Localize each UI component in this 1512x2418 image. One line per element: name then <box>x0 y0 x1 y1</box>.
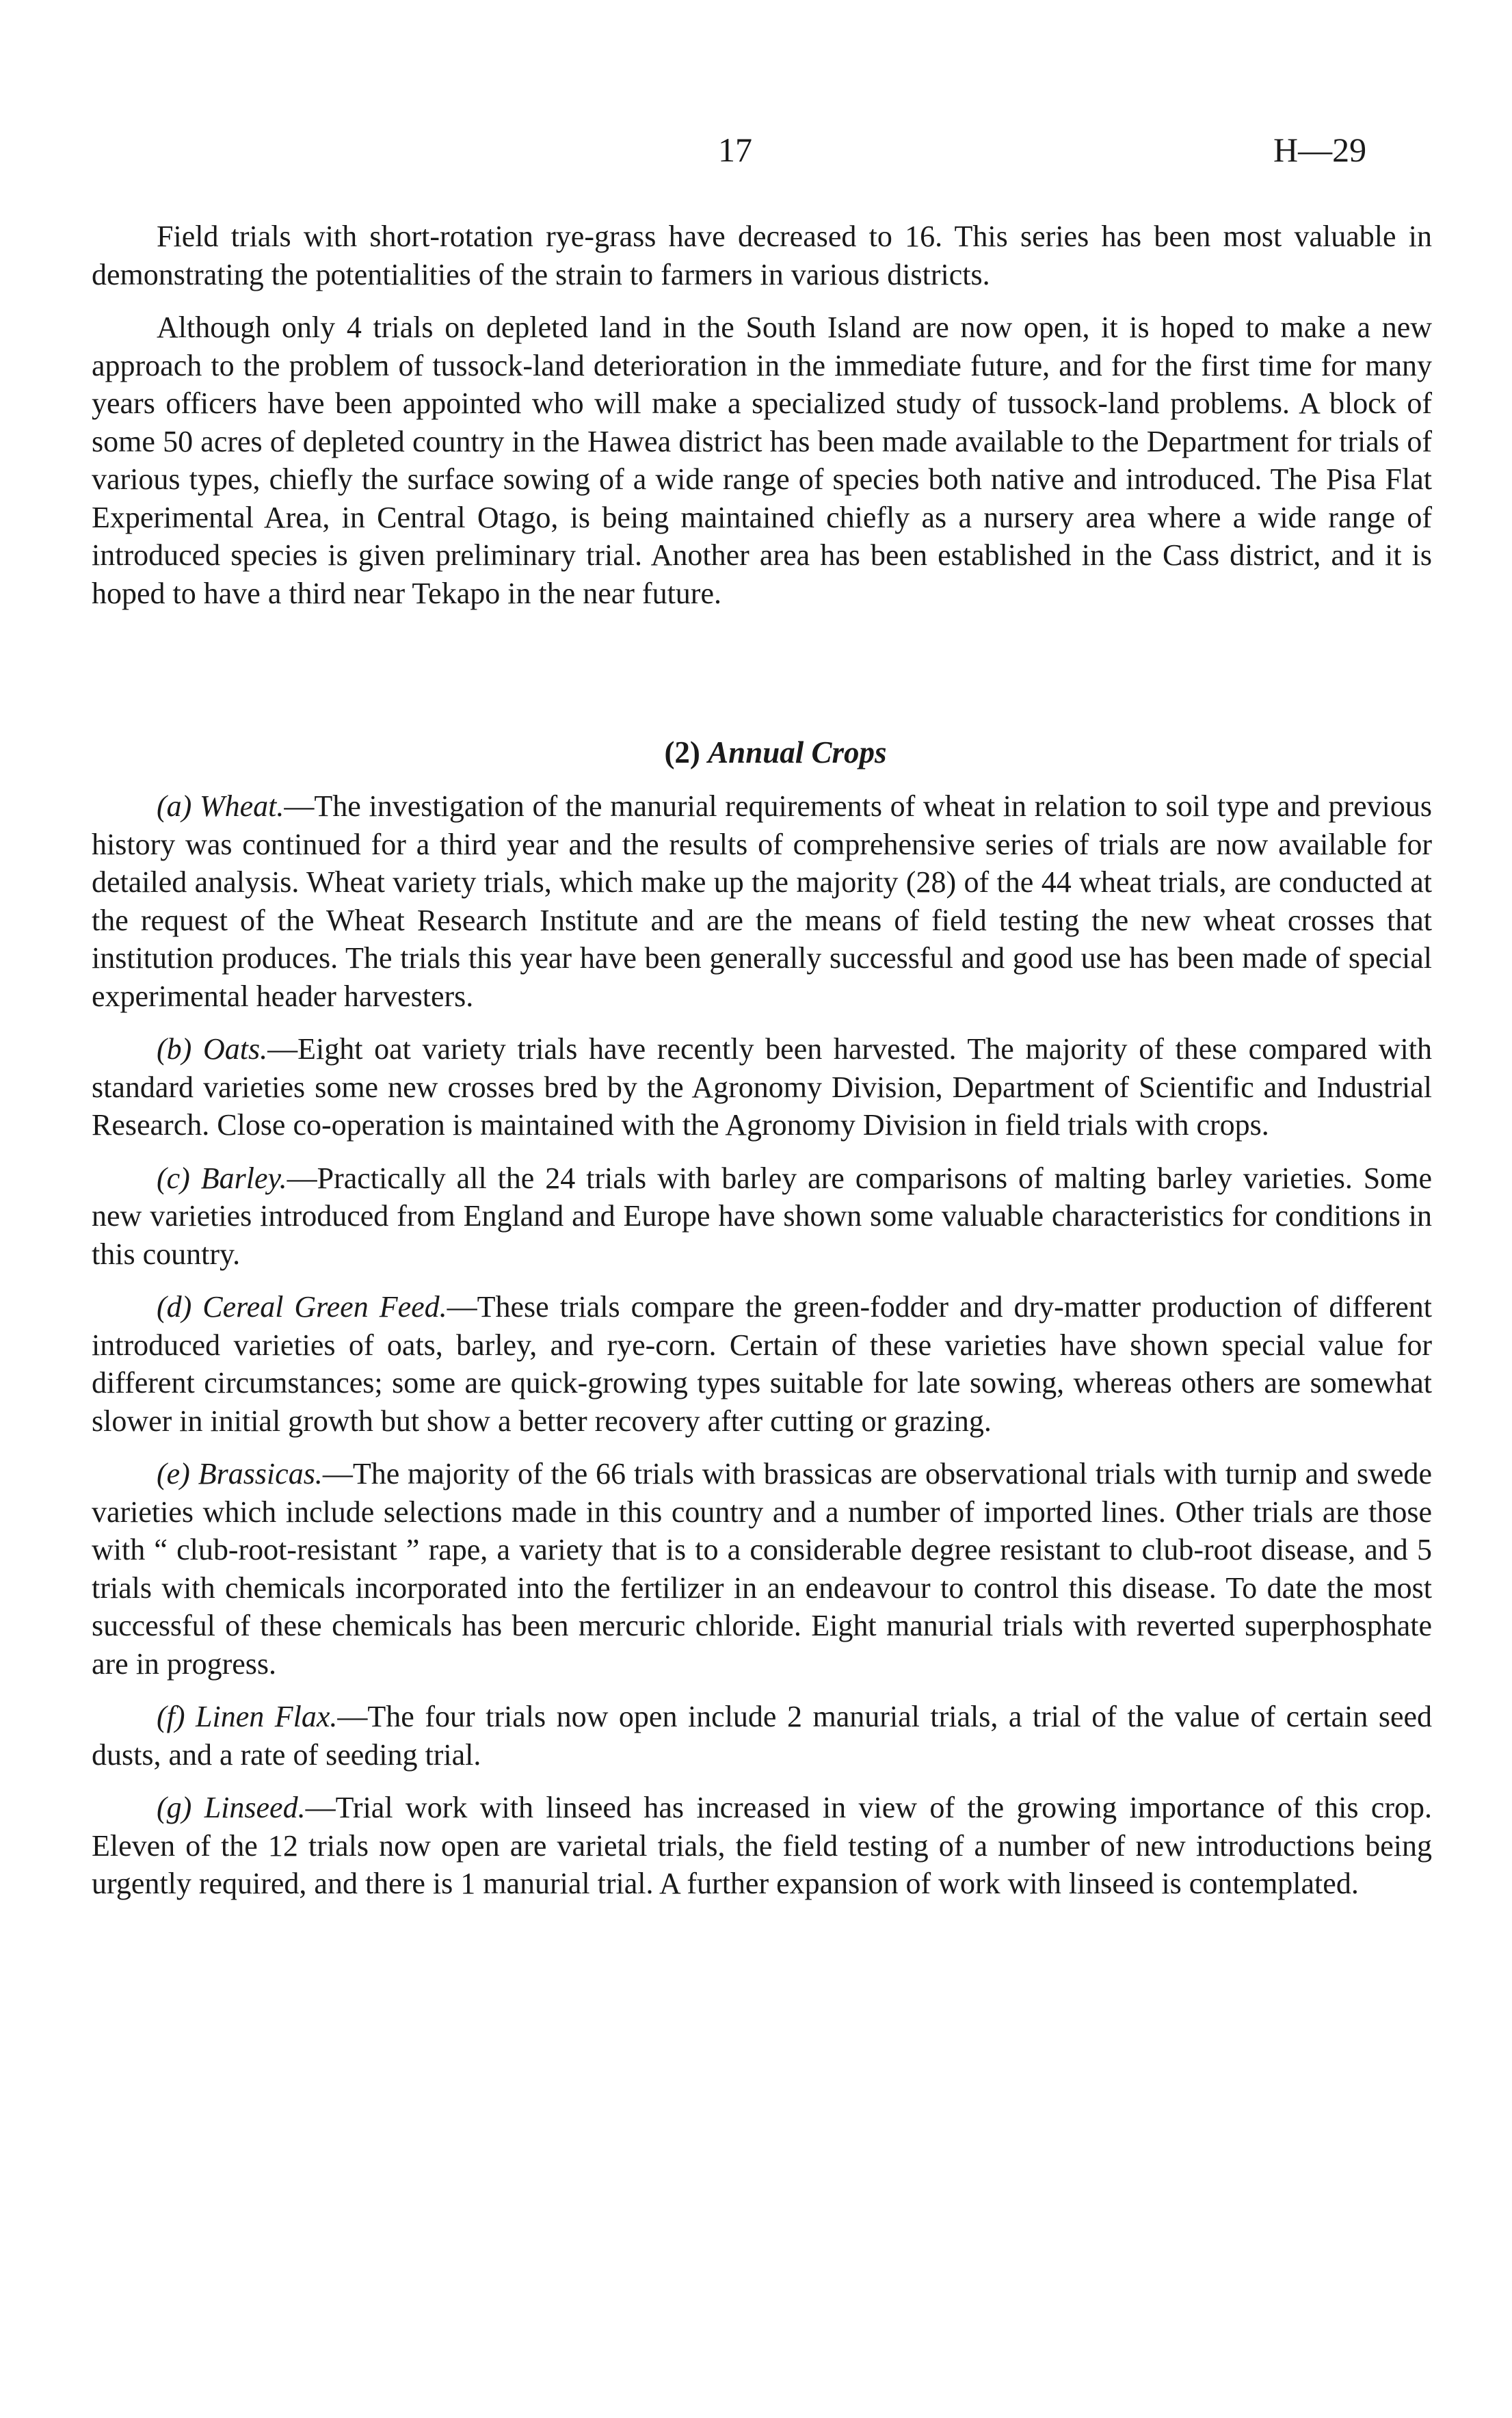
item-label: (g) <box>157 1791 192 1824</box>
item-title: Barley. <box>200 1161 287 1195</box>
document-reference: H—29 <box>1273 131 1367 169</box>
item-title: Linseed. <box>204 1791 306 1824</box>
item-label: (c) <box>157 1161 190 1195</box>
section-title: Annual Crops <box>708 735 887 770</box>
item-wheat <box>92 787 1432 1015</box>
item-barley <box>92 1159 1432 1274</box>
item-text: —Trial work with linseed has increased in view of the growing importance of this crop. Eleven of the 12 trials now open are varietal trials, the field testing of a number of new introductions being urgently required, and there is 1 manurial trial. A further expansion of work with linseed is contemplated. <box>92 1791 1433 1900</box>
item-text: —These trials compare the green-fodder and dry-matter production of different introduced varieties of oats, barley, and rye-corn. Certain of these varieties have shown special value for different circumstances; some are quick-growing types suitable for late sowing, whereas others are somewhat slower in initial growth but show a better recovery after cutting or grazing. <box>92 1290 1433 1438</box>
page-number: 17 <box>718 131 752 169</box>
item-text: —The four trials now open include 2 manurial trials, a trial of the value of certain seed dusts, and a rate of seeding trial. <box>92 1700 1433 1772</box>
page-body <box>92 218 1432 1903</box>
item-label: (f) <box>157 1700 185 1733</box>
item-title: Cereal Green Feed. <box>202 1290 447 1324</box>
item-cereal-green-feed <box>92 1288 1432 1440</box>
item-brassicas <box>92 1455 1432 1683</box>
item-text: —Practically all the 24 trials with barley are comparisons of malting barley varieties. Some new varieties introduced from England and Europe have shown some valuable characteristics for conditions in this country. <box>92 1161 1432 1271</box>
paragraph-depleted-land: Although only 4 trials on depleted land in the South Island are now open, it is hoped to make a new approach to the problem of tussock-land deterioration in the immediate future, and for the first time for many years officers have been appointed who will make a specialized study of tussock-land problems. A block of some 50 acres of depleted country in the Hawea district has been made available to the Department for trials of various types, chiefly the surface sowing of a wide range of species both native and introduced. The Pisa Flat Experimental Area, in Central Otago, is being maintained chiefly as a nursery area where a wide range of introduced species is given preliminary trial. Another area has been established in the Cass district, and it is hoped to have a third near Tekapo in the near future. <box>92 311 1432 610</box>
item-text: —The majority of the 66 trials with brassicas are observational trials with turnip and swede varieties which include selections made in this country and a number of imported lines. Other trials are those with “ club-root-resistant ” rape, a variety that is to a considerable degree resistant to club-root disease, and 5 trials with chemicals incorporated into the fertilizer in an endeavour to control this disease. To date the most successful of these chemicals has been mercuric chloride. Eight manurial trials with reverted superphosphate are in progress. <box>92 1457 1433 1681</box>
page-header <box>0 130 1512 185</box>
item-label: (e) <box>157 1457 190 1490</box>
item-title: Brassicas. <box>198 1457 323 1490</box>
item-label: (b) <box>157 1032 192 1066</box>
item-linen-flax <box>92 1698 1432 1774</box>
item-title: Linen Flax. <box>196 1700 338 1733</box>
item-label: (d) <box>157 1290 192 1324</box>
paragraph-rye-grass: Field trials with short-rotation rye-grass have decreased to 16. This series has been most valuable in demonstrating the potentialities of the strain to farmers in various districts. <box>92 220 1432 291</box>
item-text: —Eight oat variety trials have recently been harvested. The majority of these compared with standard varieties some new crosses bred by the Agronomy Division, Department of Scientific and Industrial Research. Close co-operation is maintained with the Agronomy Division in field trials with crops. <box>92 1032 1432 1142</box>
item-label: (a) <box>157 789 192 823</box>
item-title: Wheat. <box>200 789 284 823</box>
item-linseed <box>92 1789 1432 1903</box>
section-number: (2) <box>664 735 700 770</box>
item-text: —The investigation of the manurial requirements of wheat in relation to soil type and previous history was continued for a third year and the results of comprehensive series of trials are now available for detailed analysis. Wheat variety trials, which make up the majority (28) of the 44 wheat trials, are conducted at the request of the Wheat Research Institute and are the means of field testing the new wheat crosses that institution produces. The trials this year have been generally successful and good use has been made of special experimental header harvesters. <box>92 789 1433 1013</box>
item-oats <box>92 1030 1432 1144</box>
section-heading-annual-crops <box>92 734 1432 772</box>
item-title: Oats. <box>203 1032 268 1066</box>
